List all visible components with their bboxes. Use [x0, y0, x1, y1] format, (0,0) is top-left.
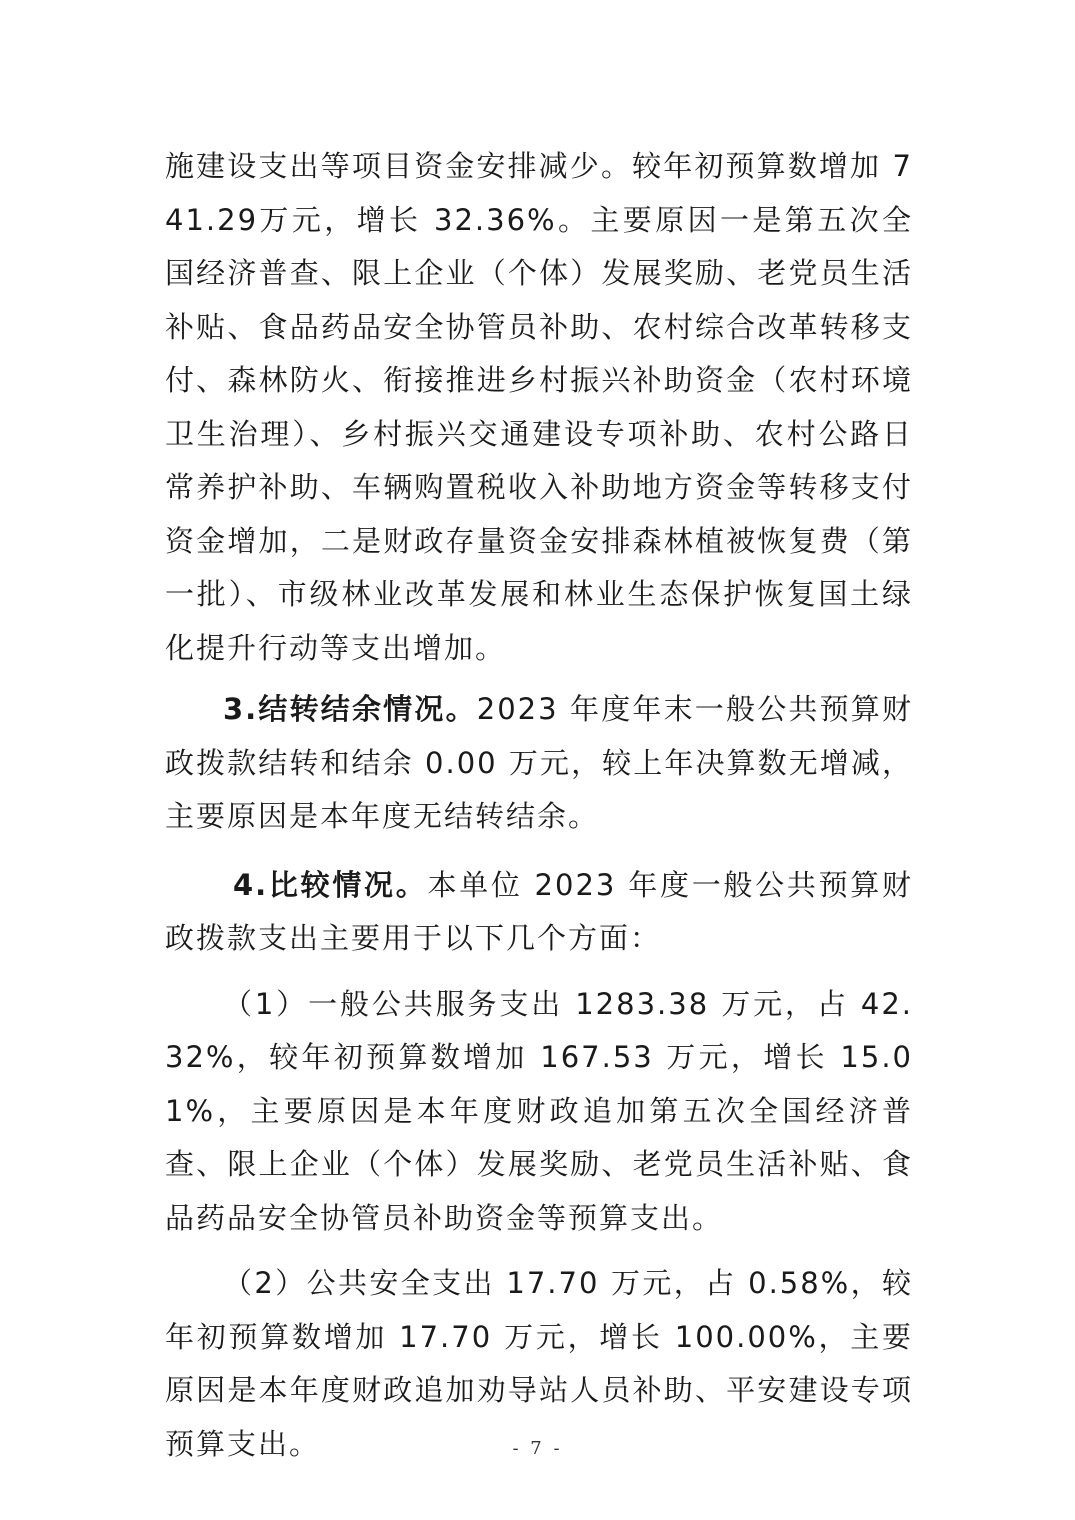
list-item-general-public-services: （1）一般公共服务支出 1283.38 万元，占 42.32%，较年初预算数增加 167.53 万元，增长 15.01%，主要原因是本年度财政追加第五次全国经济普查、限上企业（个体）发展奖励、老党员生活补贴、食品药品安全协管员补助资金等预算支出。	[165, 986, 913, 1235]
section-heading-comparison: 4.比较情况。	[233, 867, 428, 902]
section-heading-carryover: 3.结转结余情况。	[223, 692, 477, 726]
list-item-public-safety: （2）公共安全支出 17.70 万元，占 0.58%，较年初预算数增加 17.70 万元，增长 100.00%，主要原因是本年度财政追加劝导站人员补助、平安建设专项预算支出。	[165, 1266, 913, 1461]
paragraph-continuation: 施建设支出等项目资金安排减少。较年初预算数增加 741.29万元，增长 32.36%。主要原因一是第五次全国经济普查、限上企业（个体）发展奖励、老党员生活补贴、食品药品安全协管员补助、农村综合改革转移支付、森林防火、衔接推进乡村振兴补助资金（农村环境卫生治理）、乡村振兴交通建设专项补助、农村公路日常养护补助、车辆购置税收入补助地方资金等转移支付资金增加，二是财政存量资金安排森林植被恢复费（第一批）、市级林业改革发展和林业生态保护恢复国土绿化提升行动等支出增加。	[165, 149, 913, 665]
section-body-carryover: 2023 年度年末一般公共预算财政拨款结转和结余 0.00 万元，较上年决算数无增减，主要原因是本年度无结转结余。	[165, 692, 913, 833]
document-body	[165, 140, 913, 1471]
section-comparison	[165, 859, 913, 966]
section-carryover-balance	[165, 683, 913, 844]
page-number: - 7 -	[512, 1438, 563, 1459]
section-body-comparison: 本单位 2023 年度一般公共预算财政拨款支出主要用于以下几个方面：	[165, 867, 913, 955]
